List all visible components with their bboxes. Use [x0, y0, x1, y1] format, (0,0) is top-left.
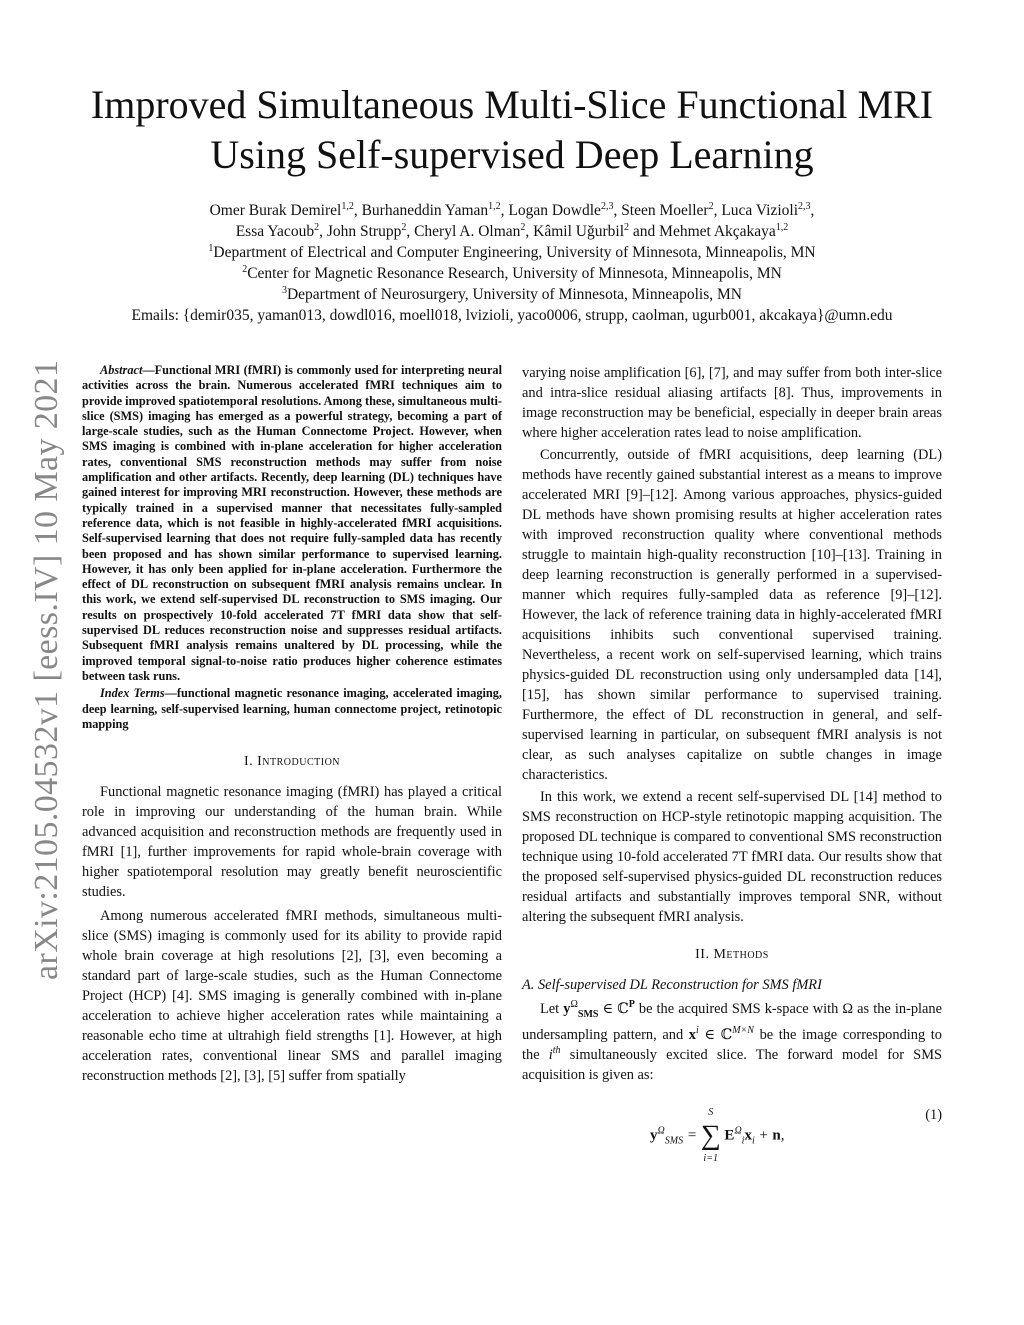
math-sup: th — [552, 1045, 561, 1057]
affiliation — [40, 263, 984, 284]
affiliation-text: Department of Neurosurgery, University of Minnesota, Minneapolis, MN — [286, 286, 742, 303]
math-x: x — [688, 1026, 696, 1043]
paragraph: Let $y^\Omega_{SMS}$ ∈ ℂ$^P$ be the acquired SMS k-space with Ω as the in-plane undersampling pattern, and $x^i$ ∈ ℂ$^{M\times N}$ be the image corresponding to the $i^{th}$ simultaneously excited slice. The forward model for SMS acquisition is given as: — [522, 999, 942, 1083]
section-title: Methods — [713, 947, 769, 962]
affiliation-text: Department of Electrical and Computer Engineering, University of Minnesota, Minneapolis, MN — [213, 244, 816, 261]
author-aff: 2 — [401, 221, 407, 233]
affiliation — [40, 242, 984, 263]
index-text: —functional magnetic resonance imaging, accelerated imaging, deep learning, self-supervised learning, human connectome project, retinotopic mapping — [82, 686, 502, 731]
affiliation-num: 3 — [281, 284, 287, 296]
right-column — [522, 363, 942, 1164]
author: Omer Burak Demirel — [209, 202, 342, 219]
author-aff: 2 — [708, 200, 714, 212]
section-title: Introduction — [257, 754, 341, 770]
author-block — [40, 200, 984, 326]
math-sup: Ω — [570, 999, 578, 1011]
author: Logan Dowdle — [508, 202, 601, 219]
section-heading — [522, 945, 942, 965]
emails: Emails: {demir035, yaman013, dowdl016, moell018, lvizioli, yaco0006, strupp, caolman, ugurb001, akcakaya}@umn.edu — [131, 307, 893, 324]
author: Mehmet Akçakaya — [659, 223, 776, 240]
subsection-heading: A. Self-supervised DL Reconstruction for SMS fMRI — [522, 977, 822, 993]
abstract — [82, 363, 502, 684]
author: Kâmil Uğurbil — [533, 223, 625, 240]
author: Burhaneddin Yaman — [361, 202, 489, 219]
author: Steen Moeller — [621, 202, 709, 219]
author: Essa Yacoub — [235, 223, 315, 240]
affiliation — [40, 284, 984, 305]
section-num: I. — [243, 754, 254, 770]
section-num: II. — [695, 947, 710, 962]
author: Cheryl A. Olman — [414, 223, 521, 240]
index-terms — [82, 686, 502, 732]
paragraph: Concurrently, outside of fMRI acquisitions, deep learning (DL) methods have recently gained substantial interest as a means to improve accelerated MRI [9]–[12]. Among various approaches, physics-guided DL methods have shown promising results at higher acceleration rates with improved reconstruction quality where conventional methods struggle to maintain high-quality reconstruction [10]–[13]. Training in deep learning reconstruction is generally performed in a supervised-manner which requires fully-sampled data as reference [9]–[12]. However, the lack of reference training data in highly-accelerated fMRI acquisitions inhibits such conventional supervised training. Nevertheless, a recent work on self-supervised learning, which trains physics-guided DL reconstruction using only undersampled data [14], [15], has shown similar performance to supervised training. Furthermore, the effect of DL reconstruction in general, and self-supervised learning in particular, on subsequent fMRI analysis is not clear, as such analyses capitalize on subtle changes in image characteristics. — [522, 447, 942, 783]
index-label: Index Terms — [100, 686, 165, 701]
text-run: simultaneously excited slice. The forward model for SMS acquisition is given as: — [522, 1046, 942, 1083]
author-line-1: Omer Burak Demirel$^{1,2}$, Burhaneddin Yaman$^{1,2}$, Logan Dowdle$^{2,3}$, Steen Moeller$^2$, Luca Vizioli$^{2,3}$, — [209, 200, 815, 219]
affiliation-num: 2 — [242, 263, 248, 275]
paragraph: In this work, we extend a recent self-supervised DL [14] method to SMS reconstruction on HCP-style retinotopic mapping acquisition. The proposed DL technique is compared to conventional SMS reconstruction technique using 10-fold accelerated 7T fMRI data. Our results show that the proposed self-supervised physics-guided DL reconstruction reduces residual artifacts and substantially improves temporal SNR, without altering the subsequent fMRI analysis. — [522, 789, 942, 925]
equation-number: (1) — [925, 1106, 942, 1123]
affiliation-text: Center for Magnetic Resonance Research, University of Minnesota, Minneapolis, MN — [247, 265, 782, 282]
equation-expr: $y^\Omega_{SMS}$ = S ∑ i=1 $E^\Omega_ix_i + n$, — [650, 1106, 785, 1164]
author-aff: 2 — [520, 221, 526, 233]
abstract-label: Abstract — [100, 363, 143, 377]
author: Luca Vizioli — [721, 202, 799, 219]
paper-title — [40, 80, 984, 180]
author-line-2: Essa Yacoub$^2$, John Strupp$^2$, Cheryl A. Olman$^2$, Kâmil Uğurbil$^2$ and Mehmet Akçakaya$^{1,2}$ — [235, 221, 789, 240]
left-column — [82, 363, 502, 1086]
author-aff: 1,2 — [341, 200, 354, 212]
math-sup: i — [696, 1025, 699, 1037]
title-line-1: Improved Simultaneous Multi-Slice Functional MRI — [90, 82, 934, 127]
author-aff: 2 — [314, 221, 320, 233]
author-aff: 1,2 — [488, 200, 501, 212]
text-run: be the acquired SMS k-space with Ω as the in-plane undersampling pattern, and — [522, 1001, 942, 1043]
abstract-text: —Functional MRI (fMRI) is commonly used for interpreting neural activities across the brain. Numerous accelerated fMRI techniques aim to provide improved spatiotemporal resolutions. Among these, simultaneous multi-slice (SMS) imaging has emerged as a powerful strategy, becoming a part of large-scale studies, such as the Human Connectome Project. However, when SMS imaging is combined with in-plane acceleration for higher acceleration rates, conventional SMS reconstruction methods may suffer from noise amplification and other artifacts. Recently, deep learning (DL) techniques have gained interest for improving MRI reconstruction. However, these methods are typically trained in a supervised manner that necessitates fully-sampled reference data, which is not feasible in highly-accelerated fMRI acquisitions. Self-supervised learning that does not require fully-sampled data has recently been proposed and has shown similar performance to supervised learning. However, it has only been applied for in-plane acceleration. Furthermore the effect of DL reconstruction on subsequent fMRI analysis remains unclear. In this work, we extend self-supervised DL reconstruction to SMS imaging. Our results on prospectively 10-fold accelerated 7T fMRI data show that self-supervised DL reduces reconstruction noise and suppresses residual artifacts. Subsequent fMRI analysis remains unaltered by DL processing, while the improved temporal signal-to-noise ratio produces higher coherence estimates between task runs. — [82, 363, 502, 683]
author: John Strupp — [326, 223, 402, 240]
author-aff: 2 — [624, 221, 630, 233]
math-sup: P — [628, 999, 635, 1011]
math-sup: M×N — [732, 1025, 754, 1037]
affiliation-num: 1 — [208, 242, 214, 254]
arxiv-stamp: arXiv:2105.04532v1 [eess.IV] 10 May 2021 — [28, 359, 65, 980]
paragraph: Among numerous accelerated fMRI methods, simultaneous multi-slice (SMS) imaging is commonly used for its ability to provide rapid whole brain coverage at high resolutions [2], [3], even becoming a standard part of large-scale studies, such as the Human Connectome Project (HCP) [4]. SMS imaging is generally combined with in-plane acceleration to achieve higher acceleration rates while maintaining a reasonable echo time at ultrahigh field strengths [1]. However, at high acceleration rates, conventional linear SMS and parallel imaging reconstruction methods [2], [3], [5] suffer from spatially — [82, 908, 502, 1085]
equation-1 — [522, 1091, 942, 1164]
math-y: y — [563, 1001, 571, 1017]
author-aff: 2,3 — [798, 200, 811, 212]
author-aff: 2,3 — [600, 200, 614, 212]
title-line-2: Using Self-supervised Deep Learning — [210, 132, 814, 177]
section-heading — [82, 752, 502, 772]
paragraph: Functional magnetic resonance imaging (fMRI) has played a critical role in improving our understanding of the human brain. While advanced acquisition and reconstruction methods are frequently used in fMRI [1], further improvements for rapid whole-brain coverage with higher spatiotemporal resolution may greatly benefit neuroscientific studies. — [82, 784, 502, 901]
text-run: be the image corresponding to the — [522, 1026, 942, 1063]
paragraph: varying noise amplification [6], [7], and may suffer from both inter-slice and intra-slice residual aliasing artifacts [8]. Thus, improvements in image reconstruction may be beneficial, especially in deeper brain areas where higher acceleration rates lead to noise amplification. — [522, 365, 942, 441]
text-run: Let — [540, 1001, 564, 1017]
author-aff: 1,2 — [775, 221, 789, 233]
math-sub: SMS — [577, 1008, 599, 1020]
